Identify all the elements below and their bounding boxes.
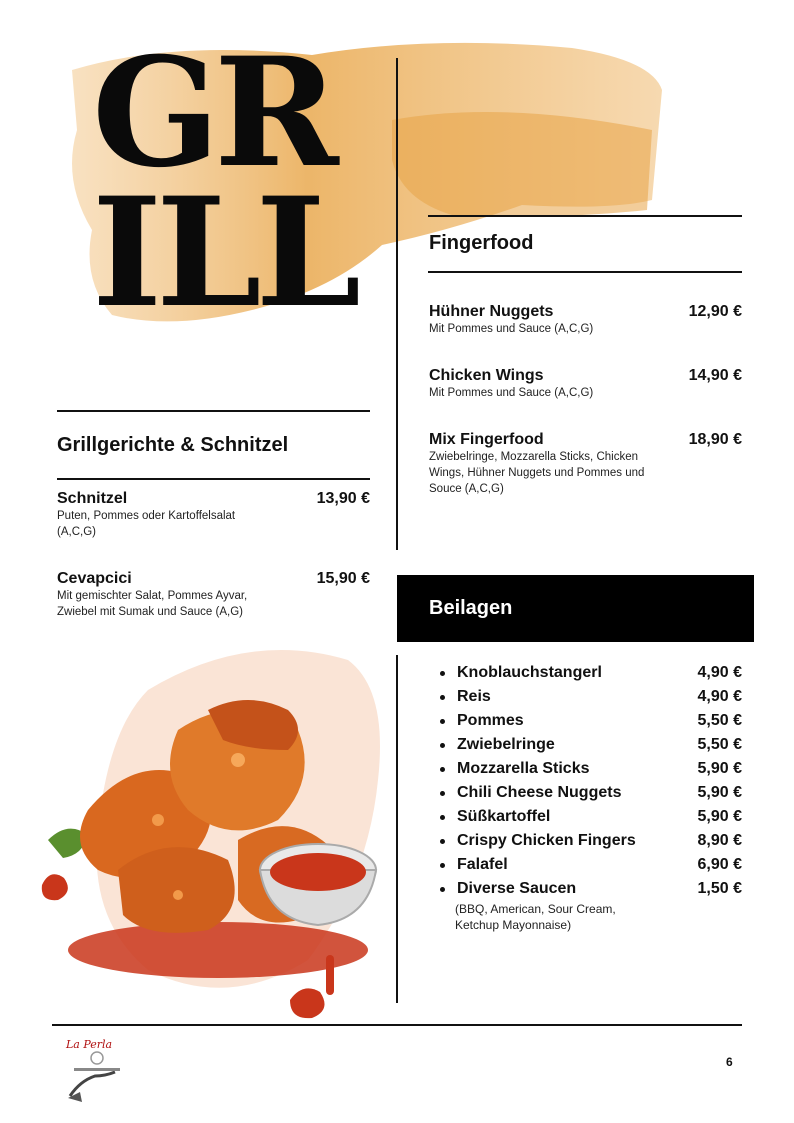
menu-item-cevapcici [57, 570, 370, 620]
title-line-1: GR [92, 25, 333, 201]
divider [57, 478, 370, 480]
grill-heading: Grillgerichte & Schnitzel [57, 434, 289, 456]
bullet-icon [440, 839, 445, 844]
side-price: 5,90 € [697, 808, 742, 825]
menu-item-chicken-wings [429, 367, 742, 401]
side-name: Zwiebelringe [457, 736, 555, 753]
side-price: 4,90 € [697, 688, 742, 705]
item-description: Mit Pommes und Sauce (A,C,G) [429, 323, 594, 335]
item-description: Puten, Pommes oder Kartoffelsalat (A,C,G) [57, 510, 236, 538]
item-name: Hühner Nuggets [429, 303, 554, 320]
list-item [440, 661, 742, 685]
side-name: Knoblauchstangerl [457, 664, 602, 681]
list-item [440, 733, 742, 757]
menu-item-huehner-nuggets [429, 303, 742, 337]
footer-divider [52, 1024, 742, 1026]
list-item [440, 685, 742, 709]
side-name: Crispy Chicken Fingers [457, 832, 636, 849]
beilagen-heading: Beilagen [429, 597, 513, 619]
fingerfood-heading: Fingerfood [429, 232, 534, 254]
title-line-2: ILL [92, 165, 356, 341]
bullet-icon [440, 791, 445, 796]
item-name: Schnitzel [57, 490, 128, 507]
side-dish-list [440, 661, 742, 933]
page-number: 6 [726, 1055, 733, 1069]
side-price: 4,90 € [697, 664, 742, 681]
side-name: Süßkartoffel [457, 808, 551, 825]
beilagen-header-bar [397, 575, 754, 642]
bullet-icon [440, 887, 445, 892]
bullet-icon [440, 815, 445, 820]
bullet-icon [440, 671, 445, 676]
item-price: 13,90 € [316, 490, 370, 507]
sauce-note: (BBQ, American, Sour Cream, Ketchup Mayonnaise) [455, 902, 616, 932]
bullet-icon [440, 695, 445, 700]
item-description: Zwiebelringe, Mozzarella Sticks, Chicken Wings, Hühner Nuggets und Pommes und Souce (A,C,G) [429, 451, 645, 495]
item-description: Mit gemischter Salat, Pommes Ayvar, Zwiebel mit Sumak und Sauce (A,G) [57, 590, 248, 618]
item-name: Cevapcici [57, 570, 132, 587]
item-price: 18,90 € [688, 431, 742, 448]
side-name: Pommes [457, 712, 524, 729]
list-item [440, 709, 742, 733]
logo-text: La Perla [66, 1038, 113, 1051]
menu-item-schnitzel [57, 490, 370, 540]
item-name: Mix Fingerfood [429, 431, 544, 448]
side-price: 5,90 € [697, 760, 742, 777]
side-price: 5,50 € [697, 712, 742, 729]
side-price: 5,50 € [697, 736, 742, 753]
divider [428, 215, 742, 217]
item-price: 14,90 € [688, 367, 742, 384]
item-description: Mit Pommes und Sauce (A,C,G) [429, 387, 594, 399]
list-item [440, 757, 742, 781]
item-name: Chicken Wings [429, 367, 544, 384]
side-name: Diverse Saucen [457, 880, 577, 897]
vertical-divider [396, 58, 398, 550]
side-name: Mozzarella Sticks [457, 760, 590, 777]
side-name: Falafel [457, 856, 508, 873]
bullet-icon [440, 743, 445, 748]
bullet-icon [440, 719, 445, 724]
side-price: 8,90 € [697, 832, 742, 849]
side-price: 1,50 € [697, 880, 742, 897]
list-item [440, 829, 742, 853]
divider [428, 271, 742, 273]
list-item [440, 781, 742, 805]
list-item [440, 805, 742, 829]
list-item [440, 853, 742, 877]
divider [57, 410, 370, 412]
bullet-icon [440, 767, 445, 772]
menu-item-mix-fingerfood [429, 431, 742, 497]
item-price: 15,90 € [316, 570, 370, 587]
list-item [440, 877, 742, 901]
item-price: 12,90 € [688, 303, 742, 320]
side-price: 6,90 € [697, 856, 742, 873]
chicken-wings-illustration [28, 630, 408, 1030]
bullet-icon [440, 863, 445, 868]
side-name: Chili Cheese Nuggets [457, 784, 622, 801]
side-name: Reis [457, 688, 491, 705]
side-price: 5,90 € [697, 784, 742, 801]
